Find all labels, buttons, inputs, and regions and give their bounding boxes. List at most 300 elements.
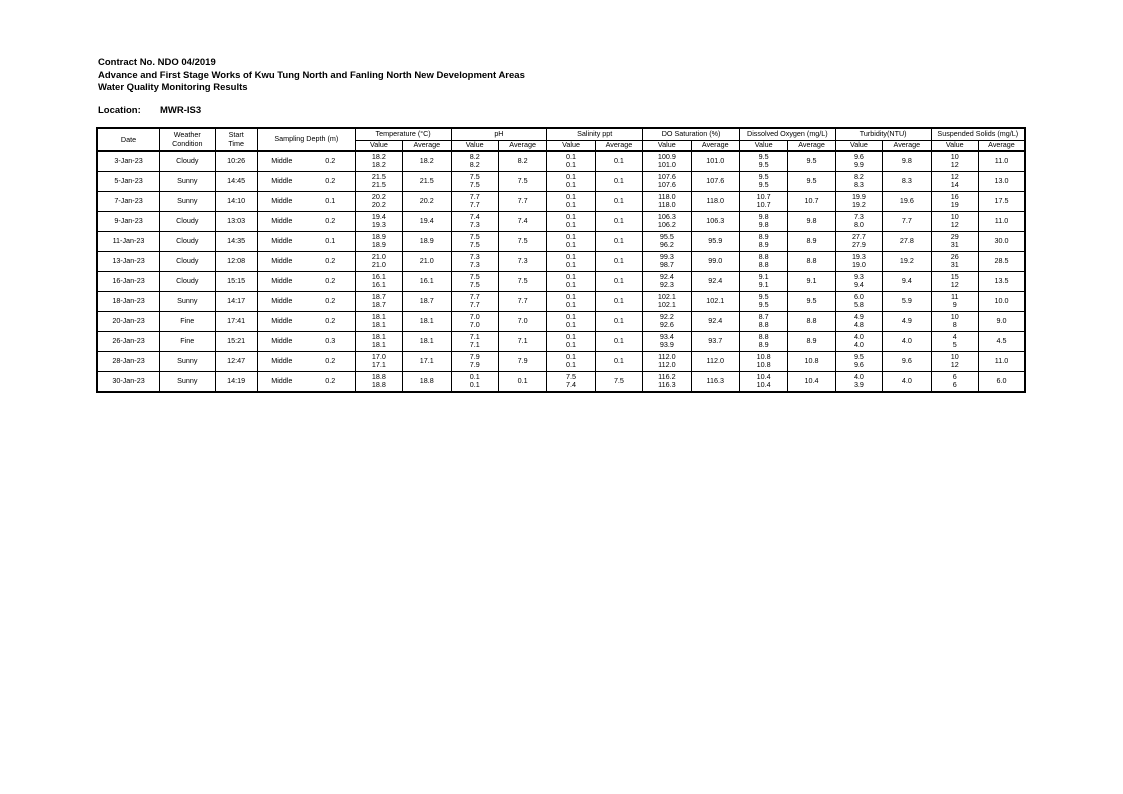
reading-value: 116.2 — [658, 371, 676, 381]
reading-value: 7.3 — [469, 251, 480, 261]
weather-cell: Sunny — [160, 371, 215, 392]
value-pair — [643, 291, 691, 311]
suspended-solids-average-cell: 11.0 — [978, 351, 1025, 371]
reading-value: 18.1 — [371, 320, 386, 329]
reading-value: 9.5 — [758, 291, 769, 301]
reading-value: 7.4 — [566, 380, 577, 389]
turbidity-average-cell: 19.2 — [883, 251, 931, 271]
subheader-average: Average — [788, 141, 835, 151]
value-pair — [835, 171, 882, 191]
dissolved-oxygen-average-cell: 8.9 — [788, 331, 835, 351]
salinity-average-cell: 0.1 — [595, 311, 642, 331]
value-pair — [835, 331, 882, 351]
reading-value: 0.1 — [566, 240, 577, 249]
value-pair — [643, 231, 691, 251]
start-time-cell: 14:17 — [215, 291, 257, 311]
ph-average-cell: 8.2 — [498, 151, 546, 172]
reading-value: 7.5 — [469, 271, 480, 281]
depth-level-cell: Middle — [257, 331, 305, 351]
value-pair — [547, 351, 595, 371]
reading-value: 18.7 — [371, 300, 386, 309]
reading-value: 18.2 — [371, 160, 386, 169]
turbidity-average-cell: 8.3 — [883, 171, 931, 191]
reading-value: 8 — [952, 320, 957, 329]
temperature-average-cell: 18.8 — [403, 371, 451, 392]
ph-average-cell: 7.3 — [498, 251, 546, 271]
reading-value: 7.7 — [469, 200, 480, 209]
reading-value: 9.4 — [853, 280, 864, 289]
dissolved-oxygen-average-cell: 10.7 — [788, 191, 835, 211]
salinity-average-cell: 0.1 — [595, 331, 642, 351]
reading-value: 9.8 — [758, 220, 769, 229]
reading-value: 8.9 — [758, 340, 769, 349]
contract-number: Contract No. NDO 04/2019 — [98, 57, 216, 68]
date-cell: 16-Jan-23 — [97, 271, 160, 291]
start-time-cell: 12:08 — [215, 251, 257, 271]
subheader-value: Value — [931, 141, 978, 151]
reading-value: 27.9 — [851, 240, 866, 249]
reading-value: 7.9 — [469, 360, 480, 369]
depth-metres-cell: 0.2 — [306, 291, 355, 311]
reading-value: 11 — [951, 291, 959, 301]
date-cell: 28-Jan-23 — [97, 351, 160, 371]
depth-metres-cell: 0.2 — [306, 371, 355, 392]
reading-value: 8.8 — [758, 331, 769, 341]
value-pair — [355, 311, 402, 331]
reading-value: 118.0 — [658, 200, 676, 209]
reading-value: 9.6 — [853, 360, 864, 369]
temperature-average-cell: 18.1 — [403, 331, 451, 351]
depth-metres-cell: 0.1 — [306, 191, 355, 211]
ph-average-cell: 0.1 — [498, 371, 546, 392]
ph-average-cell: 7.5 — [498, 271, 546, 291]
value-pair — [355, 291, 402, 311]
reading-value: 7.3 — [853, 211, 864, 221]
value-pair — [451, 191, 498, 211]
value-pair — [835, 351, 882, 371]
value-pair — [739, 311, 787, 331]
value-pair — [835, 151, 882, 172]
depth-level-cell: Middle — [257, 351, 305, 371]
reading-value: 0.1 — [566, 160, 577, 169]
salinity-average-cell: 0.1 — [595, 191, 642, 211]
start-time-cell: 14:35 — [215, 231, 257, 251]
reading-value: 12 — [950, 280, 959, 289]
reading-value: 100.9 — [657, 151, 676, 161]
reading-value: 17.0 — [371, 351, 386, 361]
header-do-saturation: DO Saturation (%) — [643, 128, 740, 141]
value-pair — [931, 211, 978, 231]
reading-value: 8.2 — [853, 171, 864, 181]
reading-value: 19 — [950, 200, 959, 209]
table-row — [97, 371, 1025, 392]
reading-value: 0.1 — [566, 311, 577, 321]
do-saturation-average-cell: 112.0 — [691, 351, 739, 371]
reading-value: 9.5 — [758, 151, 769, 161]
depth-metres-cell: 0.1 — [306, 231, 355, 251]
table-row — [97, 211, 1025, 231]
reading-value: 18.9 — [371, 240, 386, 249]
temperature-average-cell: 21.5 — [403, 171, 451, 191]
value-pair — [835, 371, 882, 392]
reading-value: 99.3 — [659, 251, 674, 261]
value-pair — [931, 371, 978, 392]
reading-value: 17.1 — [371, 360, 386, 369]
reading-value: 7.5 — [469, 231, 480, 241]
value-pair — [739, 191, 787, 211]
reading-value: 7.5 — [469, 240, 480, 249]
reading-value: 16 — [950, 191, 959, 201]
value-pair — [547, 191, 595, 211]
do-saturation-average-cell: 99.0 — [691, 251, 739, 271]
temperature-average-cell: 18.2 — [403, 151, 451, 172]
reading-value: 0.1 — [566, 180, 577, 189]
reading-value: 10.4 — [756, 371, 771, 381]
suspended-solids-average-cell: 4.5 — [978, 331, 1025, 351]
reading-value: 10 — [950, 351, 959, 361]
value-pair — [931, 231, 978, 251]
reading-value: 16.1 — [371, 280, 386, 289]
suspended-solids-average-cell: 11.0 — [978, 151, 1025, 172]
table-body — [97, 151, 1025, 392]
report-title: Water Quality Monitoring Results — [98, 82, 248, 93]
header-temperature: Temperature (°C) — [355, 128, 451, 141]
value-pair — [643, 311, 691, 331]
reading-value: 10.8 — [756, 360, 771, 369]
reading-value: 7.5 — [566, 371, 577, 381]
value-pair — [547, 211, 595, 231]
reading-value: 93.4 — [659, 331, 674, 341]
reading-value: 107.6 — [657, 180, 676, 189]
reading-value: 8.3 — [853, 180, 864, 189]
reading-value: 7.4 — [469, 211, 480, 221]
value-pair — [547, 151, 595, 172]
reading-value: 7.7 — [469, 300, 480, 309]
subheader-value: Value — [835, 141, 882, 151]
table-row — [97, 331, 1025, 351]
value-pair — [451, 171, 498, 191]
reading-value: 7.3 — [469, 220, 480, 229]
reading-value: 106.2 — [657, 220, 676, 229]
reading-value: 5 — [952, 340, 957, 349]
reading-value: 18.8 — [371, 371, 386, 381]
weather-cell: Fine — [160, 311, 215, 331]
date-cell: 26-Jan-23 — [97, 331, 160, 351]
subheader-average: Average — [691, 141, 739, 151]
reading-value: 4.0 — [853, 340, 864, 349]
reading-value: 20.2 — [371, 200, 386, 209]
reading-value: 9.5 — [758, 180, 769, 189]
turbidity-average-cell: 4.9 — [883, 311, 931, 331]
depth-level-cell: Middle — [257, 311, 305, 331]
value-pair — [931, 351, 978, 371]
value-pair — [643, 151, 691, 172]
reading-value: 9.6 — [853, 151, 864, 161]
suspended-solids-average-cell: 9.0 — [978, 311, 1025, 331]
reading-value: 9.1 — [758, 280, 769, 289]
header-suspended-solids: Suspended Solids (mg/L) — [931, 128, 1025, 141]
reading-value: 3.9 — [853, 380, 864, 389]
suspended-solids-average-cell: 13.5 — [978, 271, 1025, 291]
turbidity-average-cell: 4.0 — [883, 371, 931, 392]
salinity-average-cell: 0.1 — [595, 351, 642, 371]
value-pair — [643, 191, 691, 211]
reading-value: 7.1 — [469, 331, 480, 341]
suspended-solids-average-cell: 11.0 — [978, 211, 1025, 231]
value-pair — [547, 311, 595, 331]
reading-value: 9.3 — [853, 271, 864, 281]
location-line — [98, 105, 202, 116]
reading-value: 0.1 — [566, 331, 577, 341]
reading-value: 6 — [952, 380, 957, 389]
reading-value: 0.1 — [566, 271, 577, 281]
value-pair — [355, 331, 402, 351]
salinity-average-cell: 0.1 — [595, 231, 642, 251]
subheader-average: Average — [883, 141, 931, 151]
value-pair — [355, 371, 402, 392]
reading-value: 14 — [950, 180, 959, 189]
date-cell: 18-Jan-23 — [97, 291, 160, 311]
start-time-cell: 15:15 — [215, 271, 257, 291]
temperature-average-cell: 18.7 — [403, 291, 451, 311]
start-time-cell: 17:41 — [215, 311, 257, 331]
header-start-time: Start Time — [215, 128, 257, 151]
value-pair — [451, 251, 498, 271]
reading-value: 16.1 — [371, 271, 386, 281]
reading-value: 7.3 — [469, 260, 480, 269]
reading-value: 12 — [950, 360, 959, 369]
depth-metres-cell: 0.2 — [306, 271, 355, 291]
value-pair — [739, 251, 787, 271]
reading-value: 96.2 — [659, 240, 674, 249]
reading-value: 18.2 — [371, 151, 386, 161]
reading-value: 15 — [950, 271, 959, 281]
reading-value: 8.8 — [758, 260, 769, 269]
report-header — [98, 57, 525, 95]
reading-value: 0.1 — [566, 171, 577, 181]
value-pair — [835, 211, 882, 231]
value-pair — [643, 171, 691, 191]
reading-value: 7.7 — [469, 191, 480, 201]
do-saturation-average-cell: 102.1 — [691, 291, 739, 311]
salinity-average-cell: 0.1 — [595, 271, 642, 291]
reading-value: 92.2 — [659, 311, 674, 321]
subheader-average: Average — [403, 141, 451, 151]
value-pair — [355, 171, 402, 191]
value-pair — [739, 291, 787, 311]
reading-value: 4.9 — [853, 311, 864, 321]
weather-cell: Sunny — [160, 191, 215, 211]
start-time-cell: 14:19 — [215, 371, 257, 392]
value-pair — [835, 271, 882, 291]
reading-value: 112.0 — [658, 360, 676, 369]
reading-value: 19.2 — [851, 200, 866, 209]
reading-value: 9.5 — [758, 171, 769, 181]
reading-value: 19.4 — [371, 211, 386, 221]
weather-cell: Sunny — [160, 171, 215, 191]
reading-value: 10.8 — [756, 351, 771, 361]
reading-value: 9.5 — [758, 300, 769, 309]
depth-metres-cell: 0.2 — [306, 311, 355, 331]
reading-value: 10 — [950, 211, 959, 221]
value-pair — [355, 231, 402, 251]
reading-value: 4.0 — [853, 331, 864, 341]
reading-value: 0.1 — [566, 300, 577, 309]
table-row — [97, 271, 1025, 291]
salinity-average-cell: 0.1 — [595, 151, 642, 172]
value-pair — [547, 251, 595, 271]
weather-cell: Cloudy — [160, 231, 215, 251]
value-pair — [835, 291, 882, 311]
value-pair — [547, 231, 595, 251]
value-pair — [835, 231, 882, 251]
reading-value: 26 — [950, 251, 959, 261]
value-pair — [451, 351, 498, 371]
turbidity-average-cell: 5.9 — [883, 291, 931, 311]
table-row — [97, 291, 1025, 311]
depth-level-cell: Middle — [257, 171, 305, 191]
reading-value: 0.1 — [566, 151, 577, 161]
value-pair — [835, 311, 882, 331]
depth-level-cell: Middle — [257, 211, 305, 231]
reading-value: 21.0 — [371, 260, 386, 269]
date-cell: 5-Jan-23 — [97, 171, 160, 191]
ph-average-cell: 7.1 — [498, 331, 546, 351]
reading-value: 8.7 — [758, 311, 769, 321]
value-pair — [835, 251, 882, 271]
value-pair — [835, 191, 882, 211]
turbidity-average-cell: 19.6 — [883, 191, 931, 211]
value-pair — [451, 371, 498, 392]
reading-value: 9.5 — [758, 160, 769, 169]
dissolved-oxygen-average-cell: 8.9 — [788, 231, 835, 251]
reading-value: 18.7 — [371, 291, 386, 301]
value-pair — [355, 151, 402, 172]
reading-value: 118.0 — [658, 191, 676, 201]
value-pair — [355, 191, 402, 211]
date-cell: 3-Jan-23 — [97, 151, 160, 172]
header-ph: pH — [451, 128, 547, 141]
subheader-average: Average — [498, 141, 546, 151]
salinity-average-cell: 0.1 — [595, 171, 642, 191]
dissolved-oxygen-average-cell: 9.5 — [788, 291, 835, 311]
weather-cell: Cloudy — [160, 251, 215, 271]
salinity-average-cell: 7.5 — [595, 371, 642, 392]
reading-value: 0.1 — [566, 291, 577, 301]
date-cell: 20-Jan-23 — [97, 311, 160, 331]
reading-value: 7.0 — [469, 320, 480, 329]
reading-value: 19.3 — [851, 251, 866, 261]
depth-metres-cell: 0.2 — [306, 151, 355, 172]
temperature-average-cell: 19.4 — [403, 211, 451, 231]
reading-value: 102.1 — [657, 300, 676, 309]
reading-value: 0.1 — [566, 191, 577, 201]
reading-value: 21.5 — [371, 180, 386, 189]
depth-level-cell: Middle — [257, 291, 305, 311]
reading-value: 8.2 — [469, 151, 480, 161]
reading-value: 21.5 — [371, 171, 386, 181]
project-title: Advance and First Stage Works of Kwu Tung North and Fanling North New Development Areas — [98, 69, 525, 81]
reading-value: 7.5 — [469, 180, 480, 189]
subheader-value: Value — [451, 141, 498, 151]
reading-value: 98.7 — [659, 260, 674, 269]
value-pair — [643, 371, 691, 392]
temperature-average-cell: 16.1 — [403, 271, 451, 291]
reading-value: 7.7 — [469, 291, 480, 301]
reading-value: 107.6 — [657, 171, 676, 181]
turbidity-average-cell: 7.7 — [883, 211, 931, 231]
reading-value: 21.0 — [371, 251, 386, 261]
location-value: MWR-IS3 — [160, 105, 202, 116]
dissolved-oxygen-average-cell: 10.8 — [788, 351, 835, 371]
dissolved-oxygen-average-cell: 9.5 — [788, 151, 835, 172]
turbidity-average-cell: 9.4 — [883, 271, 931, 291]
reading-value: 6 — [952, 371, 957, 381]
reading-value: 10.7 — [756, 200, 771, 209]
reading-value: 7.1 — [469, 340, 480, 349]
value-pair — [643, 271, 691, 291]
dissolved-oxygen-average-cell: 8.8 — [788, 251, 835, 271]
subheader-value: Value — [355, 141, 402, 151]
reading-value: 4.0 — [853, 371, 864, 381]
reading-value: 0.1 — [469, 380, 480, 389]
weather-cell: Fine — [160, 331, 215, 351]
reading-value: 0.1 — [566, 351, 577, 361]
salinity-average-cell: 0.1 — [595, 291, 642, 311]
depth-metres-cell: 0.3 — [306, 331, 355, 351]
reading-value: 8.2 — [469, 160, 480, 169]
value-pair — [931, 151, 978, 172]
reading-value: 0.1 — [566, 211, 577, 221]
do-saturation-average-cell: 95.9 — [691, 231, 739, 251]
value-pair — [355, 271, 402, 291]
date-cell: 7-Jan-23 — [97, 191, 160, 211]
temperature-average-cell: 18.9 — [403, 231, 451, 251]
reading-value: 19.0 — [851, 260, 866, 269]
value-pair — [355, 211, 402, 231]
weather-cell: Sunny — [160, 351, 215, 371]
reading-value: 18.1 — [371, 340, 386, 349]
reading-value: 18.9 — [371, 231, 386, 241]
value-pair — [451, 271, 498, 291]
reading-value: 4 — [952, 331, 957, 341]
reading-value: 9.9 — [853, 160, 864, 169]
reading-value: 7.5 — [469, 171, 480, 181]
reading-value: 18.1 — [371, 311, 386, 321]
table-row — [97, 231, 1025, 251]
value-pair — [547, 371, 595, 392]
date-cell: 30-Jan-23 — [97, 371, 160, 392]
reading-value: 0.1 — [566, 220, 577, 229]
temperature-average-cell: 17.1 — [403, 351, 451, 371]
value-pair — [931, 171, 978, 191]
reading-value: 18.1 — [371, 331, 386, 341]
reading-value: 7.0 — [469, 311, 480, 321]
reading-value: 20.2 — [371, 191, 386, 201]
reading-value: 0.1 — [566, 260, 577, 269]
do-saturation-average-cell: 92.4 — [691, 271, 739, 291]
depth-level-cell: Middle — [257, 271, 305, 291]
reading-value: 8.9 — [758, 231, 769, 241]
reading-value: 18.8 — [371, 380, 386, 389]
reading-value: 9 — [952, 300, 957, 309]
ph-average-cell: 7.0 — [498, 311, 546, 331]
dissolved-oxygen-average-cell: 9.5 — [788, 171, 835, 191]
value-pair — [643, 331, 691, 351]
suspended-solids-average-cell: 13.0 — [978, 171, 1025, 191]
reading-value: 5.8 — [853, 300, 864, 309]
reading-value: 10 — [950, 311, 959, 321]
